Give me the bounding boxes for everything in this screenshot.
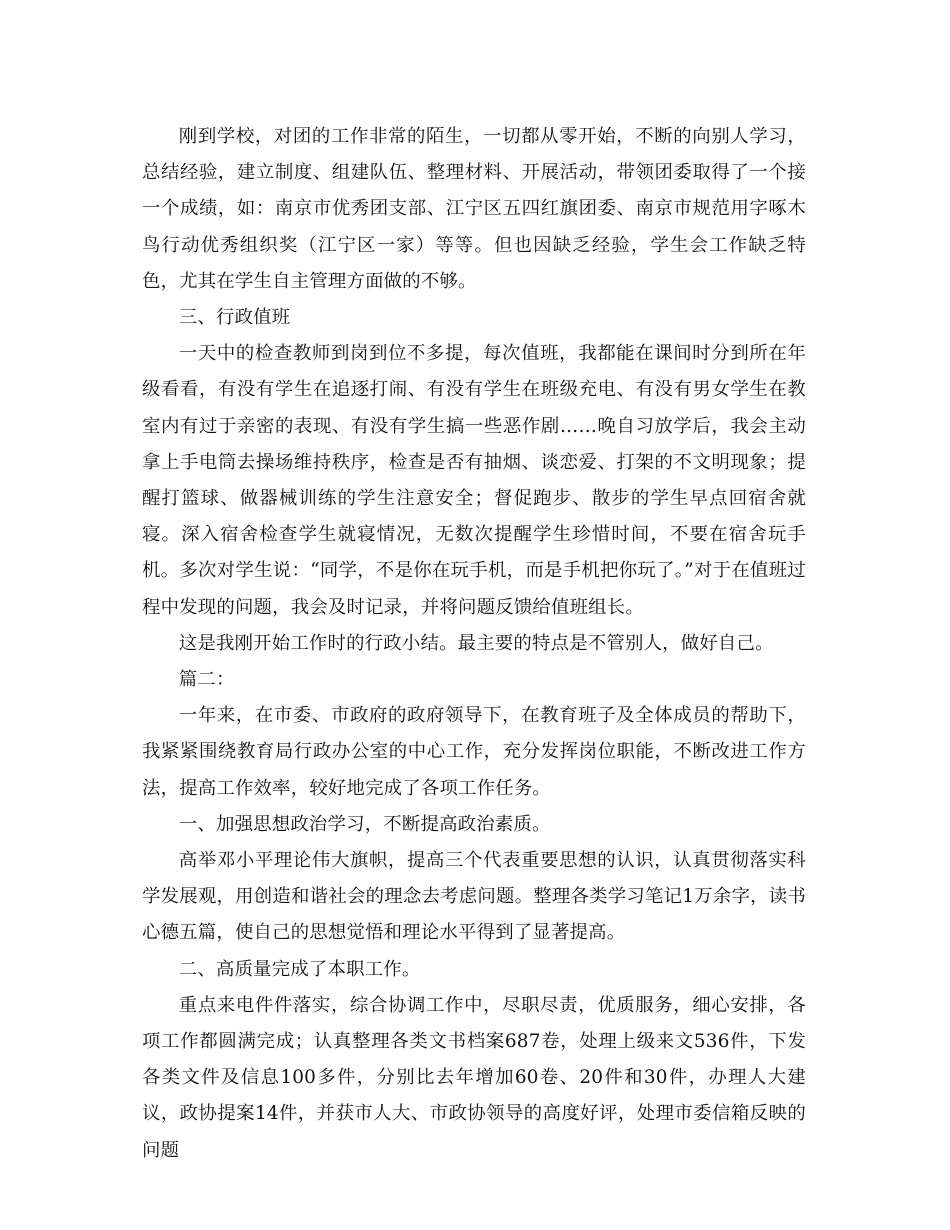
paragraph-3: 一天中的检查教师到岗到位不多提，每次值班，我都能在课间时分到所在年级看看，有没有学生在追逐打闹、有没有学生在班级充电、有没有男女学生在教室内有过于亲密的表现、有没有学生搞一些恶作剧……晚自习放学后，我会主动拿上手电筒去操场维持秩序，检查是否有抽烟、谈恋爱、打架的不文明现象；提醒打篮球、做器械训练的学生注意安全；督促跑步、散步的学生早点回宿舍就寝。深入宿舍检查学生就寝情况，无数次提醒学生珍惜时间，不要在宿舍玩手机。多次对学生说：“同学，不是你在玩手机，而是手机把你玩了。”对于在值班过程中发现的问题，我会及时记录，并将问题反馈给值班组长。 xyxy=(142,343,806,618)
section-heading-political-study: 一、加强思想政治学习，不断提高政治素质。 xyxy=(178,813,551,835)
paragraph-1: 刚到学校，对团的工作非常的陌生，一切都从零开始，不断的向别人学习，总结经验，建立制度、组建队伍、整理材料、开展活动，带领团委取得了一个接一个成绩，如：南京市优秀团支部、江宁区五四红旗团委、南京市规范用字啄木鸟行动优秀组织奖（江宁区一家）等等。但也因缺乏经验，学生会工作缺乏特色，尤其在学生自主管理方面做的不够。 xyxy=(142,126,806,292)
paragraph-8: 高举邓小平理论伟大旗帜，提高三个代表重要思想的认识，认真贯彻落实科学发展观，用创造和谐社会的理念去考虑问题。整理各类学习笔记1万余字，读书心德五篇，使自己的思想觉悟和理论水平得到了显著提高。 xyxy=(142,850,806,944)
paragraph-4: 这是我刚开始工作时的行政小结。最主要的特点是不管别人，做好自己。 xyxy=(178,632,774,654)
document-page xyxy=(142,119,806,1169)
section-heading-job-duties: 二、高质量完成了本职工作。 xyxy=(178,958,421,980)
section-heading-part-two: 篇二： xyxy=(178,669,235,691)
section-heading-administrative-duty: 三、行政值班 xyxy=(178,307,291,329)
paragraph-6: 一年来，在市委、市政府的政府领导下，在教育班子及全体成员的帮助下，我紧紧围绕教育局行政办公室的中心工作，充分发挥岗位职能，不断改进工作方法，提高工作效率，较好地完成了各项工作任务。 xyxy=(142,705,806,799)
paragraph-10: 重点来电件件落实，综合协调工作中，尽职尽责，优质服务，细心安排，各项工作都圆满完成；认真整理各类文书档案687卷，处理上级来文536件，下发各类文件及信息100多件，分别比去年增加60卷、20件和30件，办理人大建议，政协提案14件，并获市人大、市政协领导的高度好评，处理市委信箱反映的问题 xyxy=(142,994,806,1161)
